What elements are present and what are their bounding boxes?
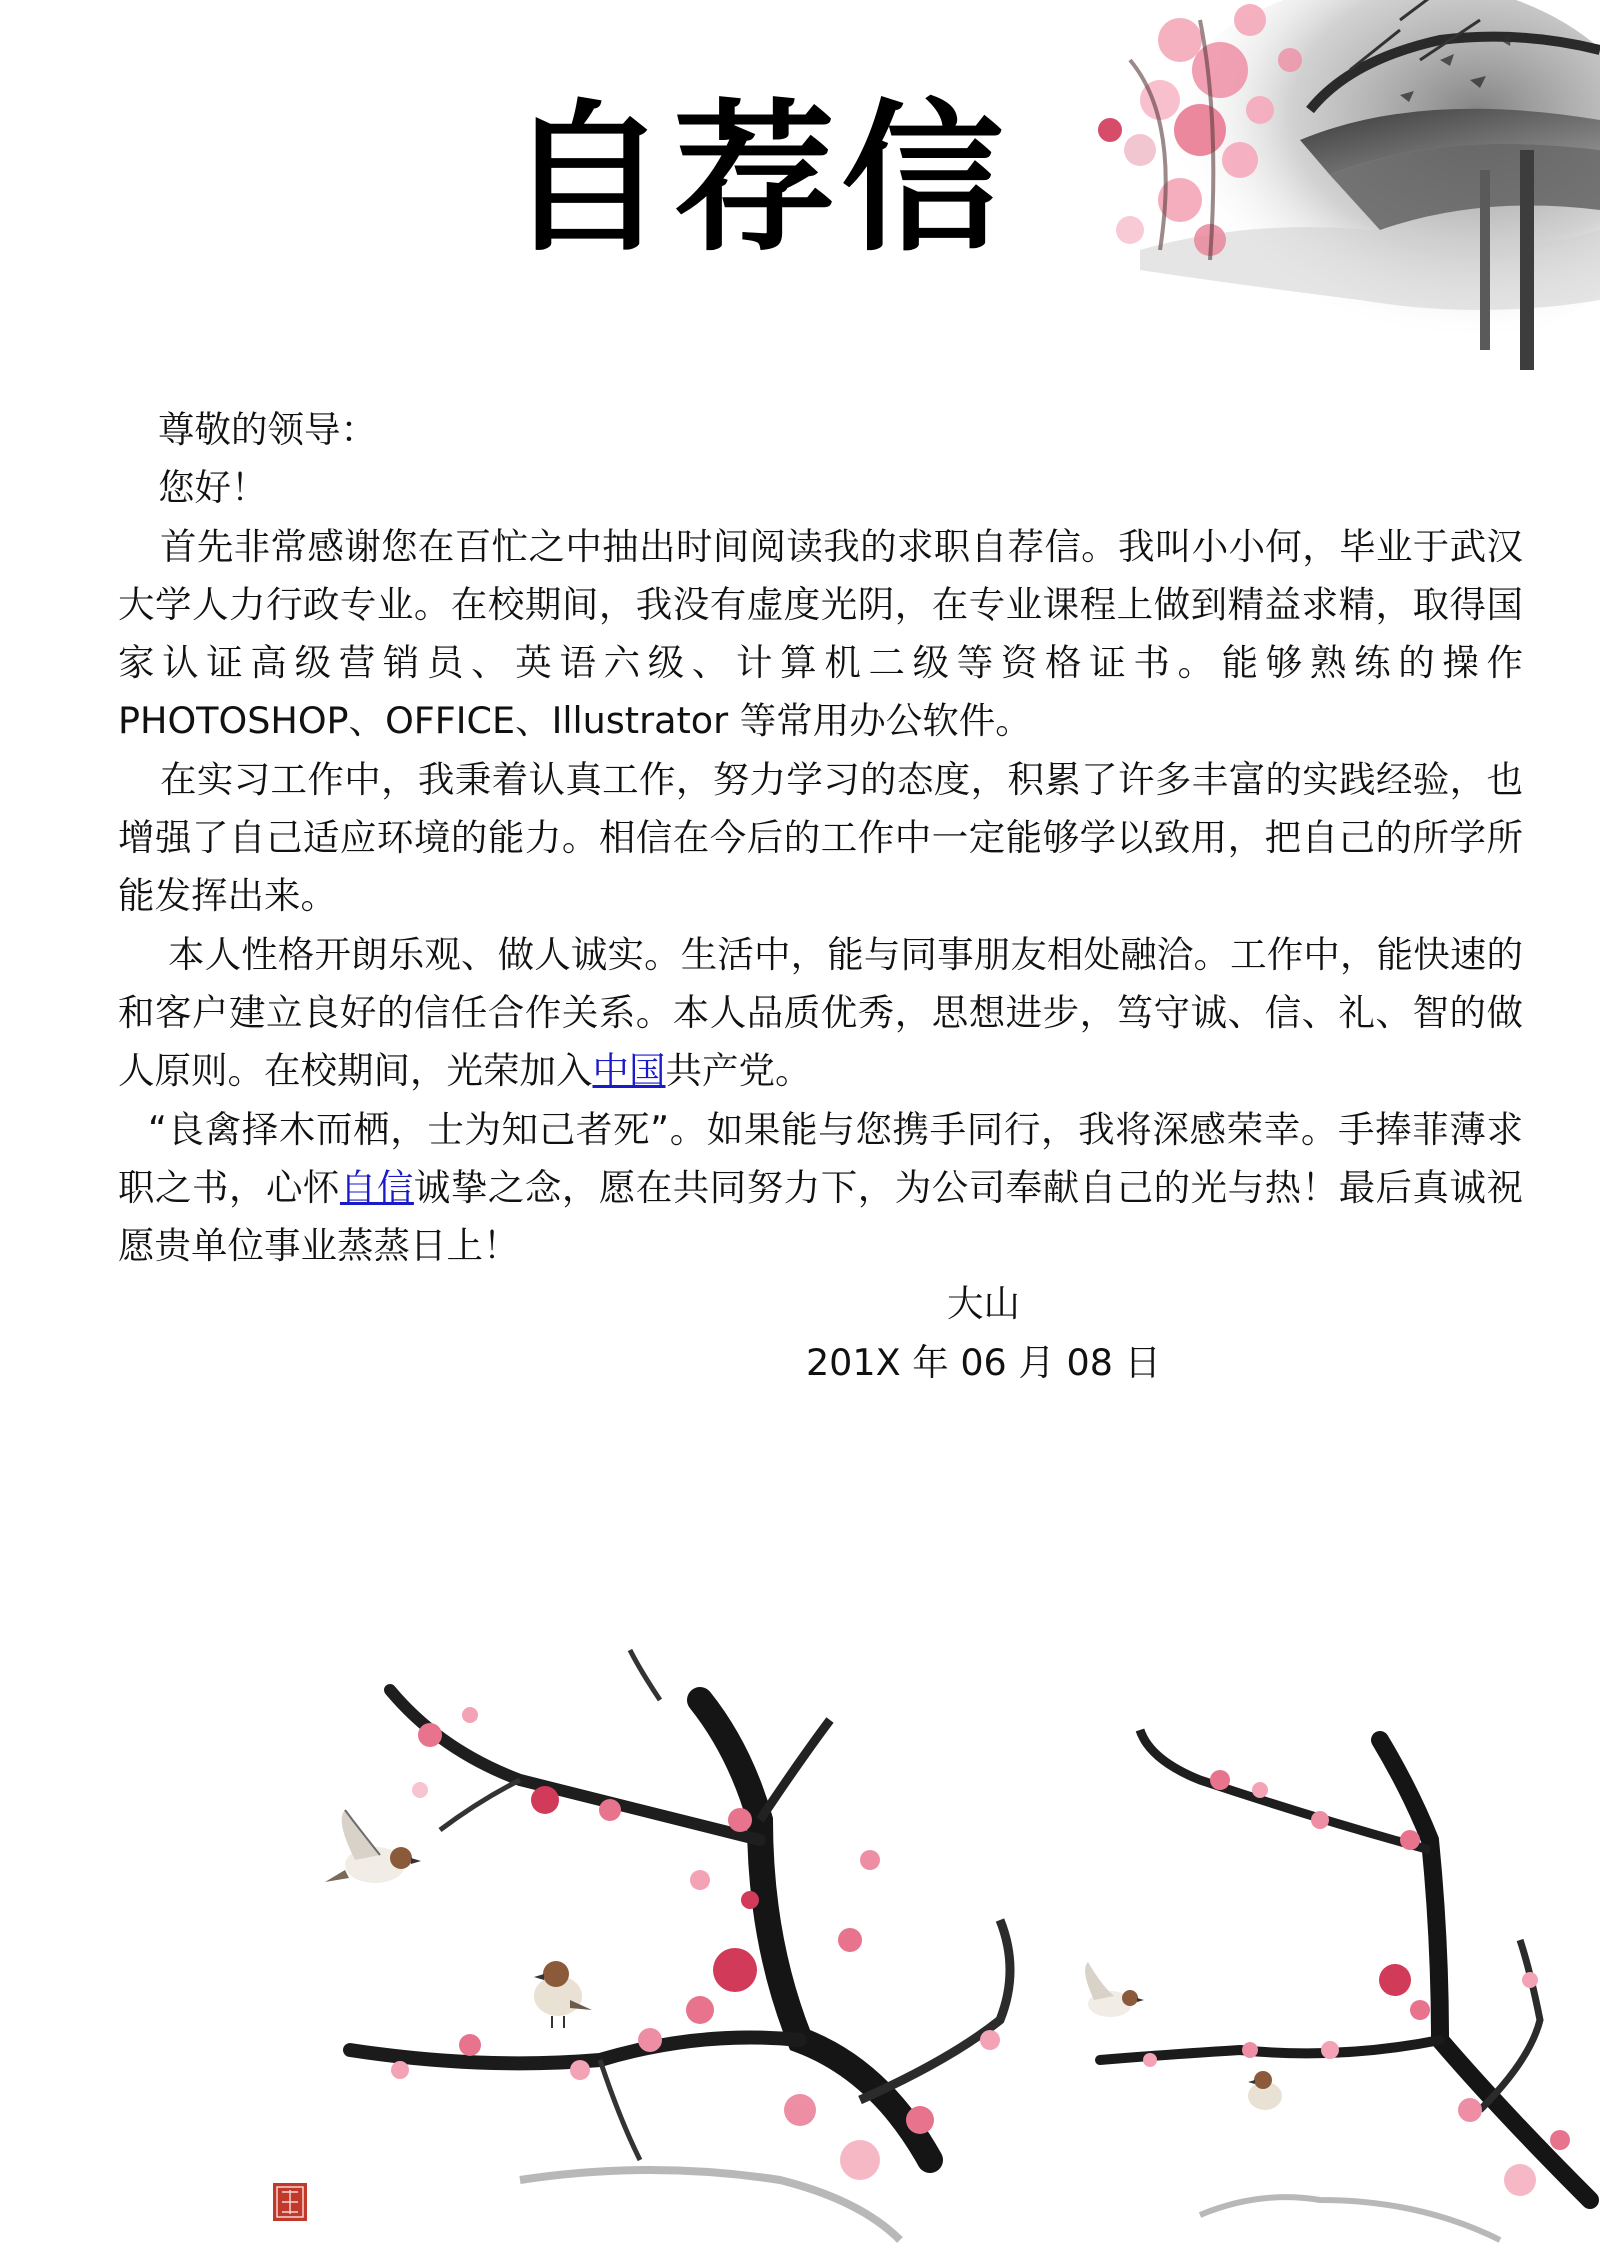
- red-seal-stamp: [272, 2182, 308, 2222]
- china-link[interactable]: 中国: [592, 1049, 666, 1093]
- right-flying-sparrow: [1085, 1962, 1144, 2017]
- left-plum-branch: [325, 1650, 1010, 2240]
- plum-branch-sparrows-painting: [0, 1640, 1600, 2263]
- confidence-link[interactable]: 自信: [339, 1165, 414, 1209]
- paragraph-personality-end: 共产党。: [665, 1049, 812, 1093]
- paragraph-personality-text: 本人性格开朗乐观、做人诚实。生活中，能与同事朋友相处融洽。工作中，能快速的和客户建立良好的信任合作关系。本人品质优秀，思想进步，笃守诚、信、礼、智的做人原则。在校期间，光荣加入: [118, 932, 1523, 1093]
- paragraph-internship: 在实习工作中，我秉着认真工作，努力学习的态度，积累了许多丰富的实践经验，也增强了自己适应环境的能力。相信在今后的工作中一定能够学以致用，把自己的所学所能发挥出来。: [118, 757, 1523, 918]
- signature-date: 201X 年 06 月 08 日: [805, 1340, 1162, 1384]
- flying-sparrow: [325, 1810, 421, 1883]
- paragraph-intro: 首先非常感谢您在百忙之中抽出时间阅读我的求职自荐信。我叫小小何，毕业于武汉大学人力行政专业。在校期间，我没有虚度光阴，在专业课程上做到精益求精，取得国家认证高级营销员、英语六级、计算机二级等资格证书。能够熟练的操作 PHOTOSHOP、OFFICE、Illustrator 等常用办公软件。: [118, 524, 1523, 743]
- right-blossom-cluster: [1143, 1770, 1570, 2196]
- greeting: 您好！: [158, 466, 268, 510]
- paragraph-closing-text: “良禽择木而栖，士为知己者死”。如果能与您携手同行，我将深感荣幸。手捧菲薄求职之书，心怀: [118, 1107, 1523, 1209]
- paragraph-closing-end: 诚挚之念，愿在共同努力下，为公司奉献自己的光与热！最后真诚祝愿贵单位事业蒸蒸日上！: [118, 1165, 1524, 1268]
- letter-title: 自荐信: [505, 86, 1010, 274]
- right-plum-branch: [1085, 1730, 1590, 2240]
- signature-name: 大山: [947, 1282, 1020, 1326]
- letter-body: [118, 401, 1523, 1392]
- perched-sparrow: [534, 1961, 592, 2028]
- salutation: 尊敬的领导：: [158, 408, 377, 451]
- paragraph-closing: [118, 1101, 1523, 1276]
- paragraph-personality: [118, 926, 1523, 1101]
- right-perched-sparrow: [1248, 2071, 1282, 2110]
